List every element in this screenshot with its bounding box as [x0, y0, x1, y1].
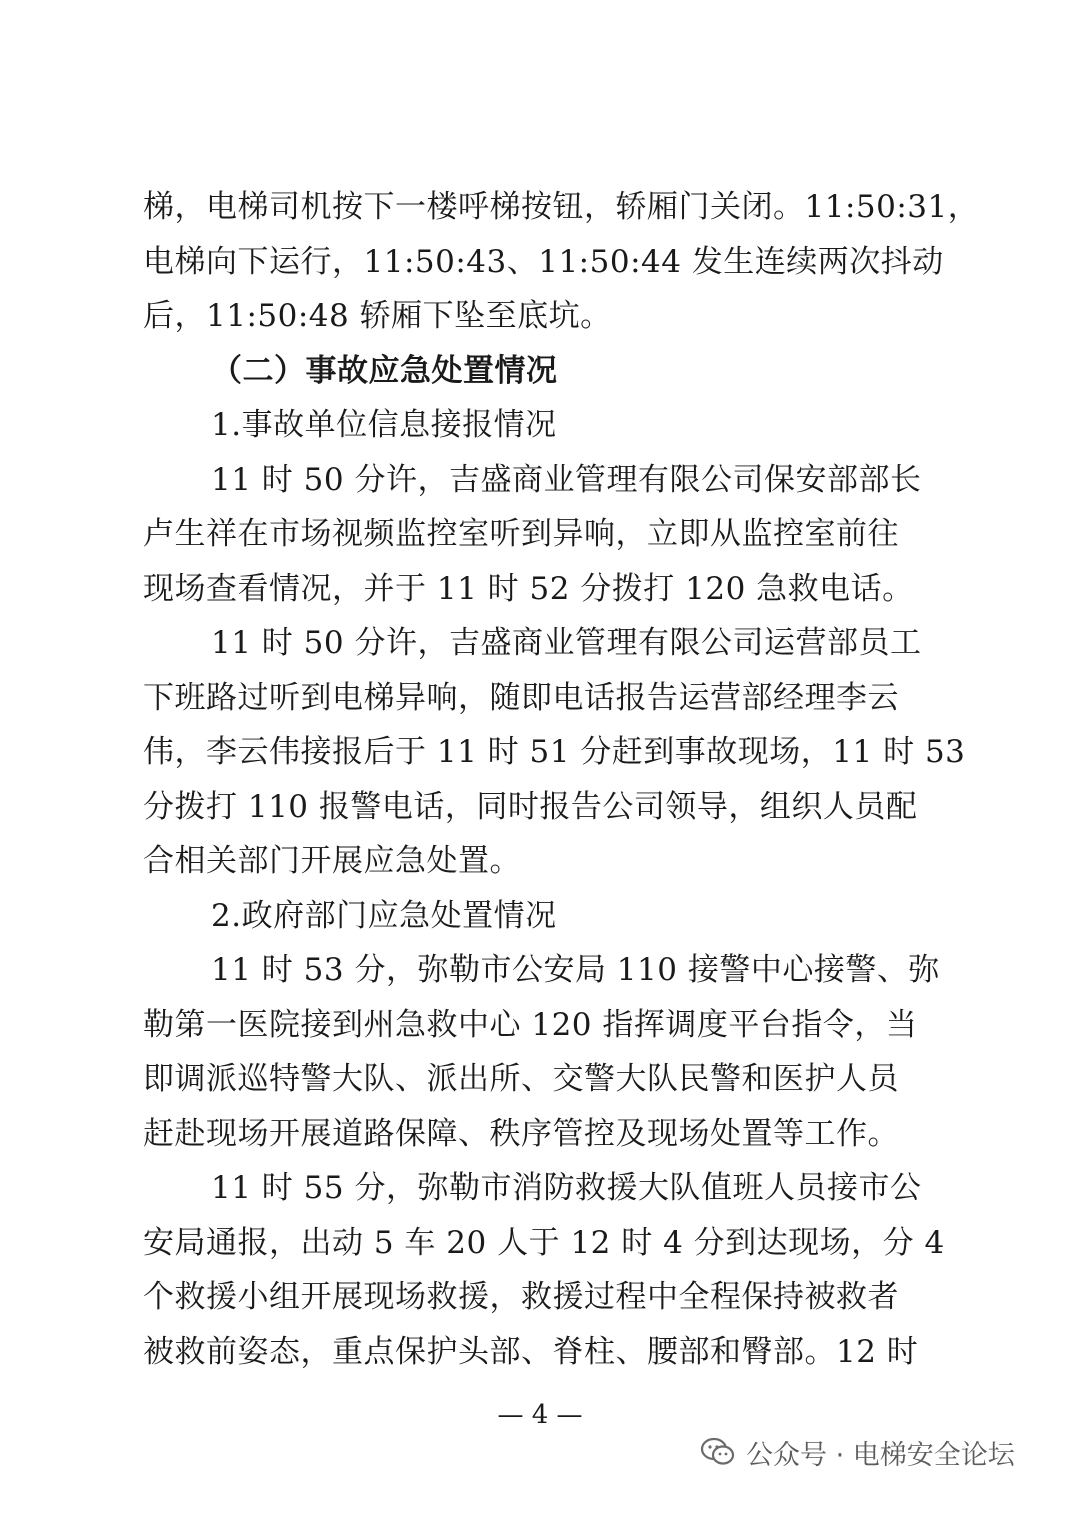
body-line: 个救援小组开展现场救援，救援过程中全程保持被救者: [143, 1279, 899, 1315]
subsection-heading: 1.事故单位信息接报情况: [211, 407, 557, 443]
body-line: 11 时 50 分许，吉盛商业管理有限公司运营部员工: [211, 625, 922, 661]
body-line: 伟，李云伟接报后于 11 时 51 分赶到事故现场，11 时 53: [143, 734, 966, 770]
body-line: 11 时 50 分许，吉盛商业管理有限公司保安部部长: [211, 461, 922, 498]
body-line: 赶赴现场开展道路保障、秩序管控及现场处置等工作。: [143, 1115, 899, 1152]
body-line: 下班路过听到电梯异响，随即电话报告运营部经理李云: [143, 679, 899, 716]
body-line: 分拨打 110 报警电话，同时报告公司领导，组织人员配: [143, 788, 918, 825]
body-line: 卢生祥在市场视频监控室听到异响，立即从监控室前往: [143, 516, 899, 552]
body-line: 即调派巡特警大队、派出所、交警大队民警和医护人员: [143, 1061, 899, 1097]
body-line: 11 时 55 分，弥勒市消防救援大队值班人员接市公: [211, 1170, 922, 1206]
body-line: 被救前姿态，重点保护头部、脊柱、腰部和臀部。12 时: [143, 1333, 919, 1370]
body-line: 勒第一医院接到州急救中心 120 指挥调度平台指令，当: [143, 1006, 918, 1043]
body-line: 安局通报，出动 5 车 20 人于 12 时 4 分到达现场，分 4: [143, 1224, 945, 1261]
body-line: 11 时 53 分，弥勒市公安局 110 接警中心接警、弥: [211, 952, 940, 988]
body-line: 梯，电梯司机按下一楼呼梯按钮，轿厢门关闭。11:50:31，: [143, 189, 980, 225]
body-line: 现场查看情况，并于 11 时 52 分拨打 120 急救电话。: [143, 570, 914, 607]
body-line: 电梯向下运行，11:50:43、11:50:44 发生连续两次抖动: [143, 243, 944, 280]
document-body: [143, 180, 980, 1379]
subsection-heading: 2.政府部门应急处置情况: [211, 897, 557, 934]
body-line: 合相关部门开展应急处置。: [143, 843, 521, 879]
page-number: — 4 —: [497, 1400, 583, 1430]
wechat-icon: [700, 1437, 736, 1467]
body-line: 后，11:50:48 轿厢下坠至底坑。: [143, 298, 612, 334]
section-heading: （二）事故应急处置情况: [211, 352, 558, 389]
watermark: [700, 1432, 1015, 1472]
watermark-text: 公众号 · 电梯安全论坛: [746, 1439, 1015, 1471]
